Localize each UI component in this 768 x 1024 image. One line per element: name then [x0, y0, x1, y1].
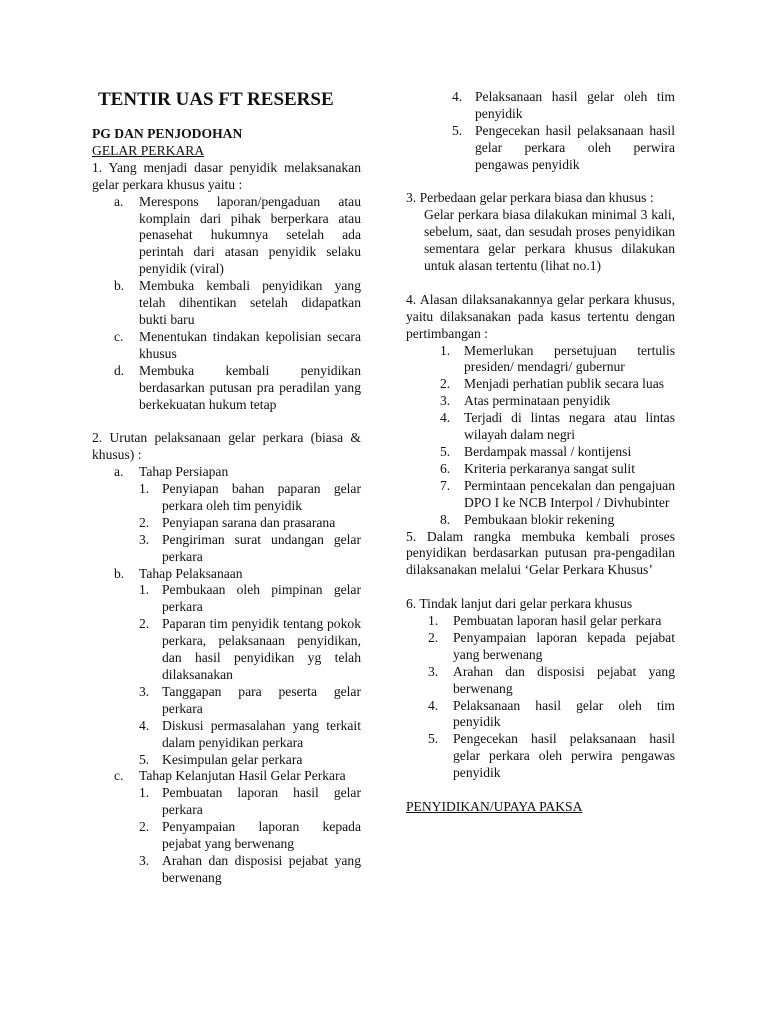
stage-title: Tahap Kelanjutan Hasil Gelar Perkara: [139, 768, 346, 784]
list-item: [440, 461, 675, 478]
list-item: [440, 343, 675, 377]
list-item: [139, 819, 361, 853]
list-marker: c.: [114, 768, 124, 784]
list-item-text: Pengecekan hasil pelaksanaan hasil gelar perkara oleh perwira pengawas penyidik: [475, 122, 675, 172]
list-item: [114, 363, 361, 414]
list-item: [452, 123, 675, 174]
list-marker: 4.: [440, 410, 451, 426]
list-marker: 1.: [139, 785, 150, 801]
list-marker: 1.: [139, 582, 150, 598]
list-marker: 6.: [440, 460, 451, 476]
list-item: [428, 613, 675, 630]
list-item-text: Penyampaian laporan kepada pejabat yang berwenang: [453, 629, 675, 662]
list-marker: 1.: [440, 342, 451, 358]
list-item-text: Menjadi perhatian publik secara luas: [464, 376, 665, 392]
list-marker: 3.: [139, 683, 150, 699]
list-item-text: Merespons laporan/pengaduan atau komplain dari pihak berperkara atau penasehat hukumnya setelah ada perintah dari atasan penyidik selaku penyidik (viral): [139, 193, 361, 277]
list-marker: 1.: [428, 613, 439, 629]
list-item-text: Tanggapan para peserta gelar perkara: [162, 683, 361, 716]
list-item-text: Arahan dan disposisi pejabat yang berwenang: [162, 852, 361, 885]
list-marker: 3.: [428, 663, 439, 679]
stage-b-steps: [139, 582, 361, 768]
list-item-text: Pengiriman surat undangan gelar perkara: [162, 531, 361, 564]
list-marker: 2.: [139, 514, 150, 530]
list-marker: b.: [114, 565, 125, 581]
list-item: [440, 512, 675, 529]
list-item-text: Pelaksanaan hasil gelar oleh tim penyidik: [453, 697, 675, 730]
list-item-text: Menentukan tindakan kepolisian secara khusus: [139, 328, 361, 361]
question-2: 2. Urutan pelaksanaan gelar perkara (biasa & khusus) :: [92, 430, 361, 463]
list-marker: 2.: [139, 616, 150, 632]
next-section-heading: PENYIDIKAN/UPAYA PAKSA: [406, 799, 583, 814]
list-marker: c.: [114, 328, 124, 344]
list-item-text: Pembukaan oleh pimpinan gelar perkara: [162, 582, 361, 615]
list-item-text: Pembukaan blokir rekening: [464, 511, 615, 527]
stage-c-steps: [139, 785, 361, 886]
q1-list: [114, 194, 361, 414]
q2-continued-list: [452, 89, 675, 174]
section-heading: PG DAN PENJODOHAN: [92, 126, 243, 141]
list-marker: 2.: [440, 376, 451, 392]
list-item: [114, 329, 361, 363]
list-item: [428, 664, 675, 698]
right-column: [406, 89, 675, 816]
question-1: 1. Yang menjadi dasar penyidik melaksanakan gelar perkara khusus yaitu :: [92, 159, 361, 192]
list-marker: 5.: [428, 731, 439, 747]
list-item: [428, 698, 675, 732]
stage-item: [114, 768, 361, 785]
list-marker: 8.: [440, 511, 451, 527]
list-item-text: Penyampaian laporan kepada pejabat yang berwenang: [162, 819, 361, 852]
list-marker: 3.: [139, 531, 150, 547]
list-item-text: Paparan tim penyidik tentang pokok perkara, pelaksanaan penyidikan, dan hasil penyidikan yg telah dilaksanakan: [162, 616, 361, 682]
document-title: TENTIR UAS FT RESERSE: [98, 89, 334, 110]
q2-list: [114, 464, 361, 887]
list-item: [440, 376, 675, 393]
list-marker: 2.: [428, 629, 439, 645]
list-marker: 5.: [440, 444, 451, 459]
list-marker: 4.: [139, 717, 150, 733]
question-6: 6. Tindak lanjut dari gelar perkara khusus: [406, 596, 633, 612]
list-marker: 4.: [428, 697, 439, 713]
list-item-text: Memerlukan persetujuan tertulis presiden/ mendagri/ gubernur: [464, 342, 675, 375]
list-marker: 3.: [139, 852, 150, 868]
list-marker: b.: [114, 278, 125, 294]
question-3-answer: Gelar perkara biasa dilakukan minimal 3 kali, sebelum, saat, dan sesudah proses penyidikan sementara gelar perkara khusus dilakukan untuk alasan tertentu (lihat no.1): [424, 207, 675, 274]
stage-item: [114, 464, 361, 481]
list-item-text: Membuka kembali penyidikan berdasarkan putusan pra peradilan yang berkekuatan hukum tetap: [139, 362, 361, 412]
list-item-text: Diskusi permasalahan yang terkait dalam penyidikan perkara: [162, 717, 361, 750]
list-item-text: Pengecekan hasil pelaksanaan hasil gelar perkara oleh perwira pengawas penyidik: [453, 731, 675, 781]
list-item: [139, 785, 361, 819]
list-item-text: Pembuatan laporan hasil gelar perkara: [453, 613, 662, 629]
subsection-heading: GELAR PERKARA: [92, 142, 205, 158]
list-item: [452, 89, 675, 123]
stage-a-steps: [139, 481, 361, 566]
list-item-text: Penyiapan bahan paparan gelar perkara oleh tim penyidik: [162, 481, 361, 513]
list-marker: a.: [114, 193, 124, 209]
list-item-text: Kesimpulan gelar perkara: [162, 751, 303, 767]
list-item-text: Kriteria perkaranya sangat sulit: [464, 460, 635, 476]
list-marker: 5.: [139, 751, 150, 767]
list-item-text: Penyiapan sarana dan prasarana: [162, 514, 336, 530]
list-marker: 7.: [440, 477, 451, 493]
list-item: [139, 853, 361, 887]
list-item-text: Arahan dan disposisi pejabat yang berwenang: [453, 663, 675, 696]
list-item: [440, 393, 675, 410]
list-marker: 1.: [139, 481, 150, 497]
list-item: [139, 718, 361, 752]
q6-list: [428, 613, 675, 782]
list-item: [440, 478, 675, 512]
list-item-text: Membuka kembali penyidikan yang telah dihentikan setelah didapatkan bukti baru: [139, 278, 361, 327]
list-item: [139, 481, 361, 515]
list-item: [139, 684, 361, 718]
list-item: [428, 731, 675, 782]
list-item: [139, 752, 361, 769]
list-item: [114, 194, 361, 279]
list-marker: a.: [114, 464, 124, 480]
q4-list: [440, 343, 675, 529]
question-5: 5. Dalam rangka membuka kembali proses penyidikan berdasarkan putusan pra-pengadilan dilaksanakan melalui ‘Gelar Perkara Khusus’: [406, 528, 675, 578]
list-item-text: Atas perminataan penyidik: [464, 393, 611, 409]
list-marker: 2.: [139, 819, 150, 835]
stage-title: Tahap Persiapan: [139, 464, 229, 480]
list-item: [114, 278, 361, 329]
stage-item: [114, 566, 361, 583]
list-item: [428, 630, 675, 664]
list-item-text: Berdampak massal / kontijensi: [464, 444, 632, 459]
question-4: 4. Alasan dilaksanakannya gelar perkara khusus, yaitu dilaksanakan pada kasus tertentu dengan pertimbangan :: [406, 291, 675, 341]
list-item-text: Permintaan pencekalan dan pengajuan DPO I ke NCB Interpol / Divhubinter: [464, 477, 675, 510]
list-marker: d.: [114, 362, 125, 378]
list-item-text: Pembuatan laporan hasil gelar perkara: [162, 785, 361, 818]
list-item: [139, 515, 361, 532]
list-item: [440, 410, 675, 444]
list-item: [139, 616, 361, 684]
list-marker: 4.: [452, 89, 463, 104]
list-item: [139, 532, 361, 566]
list-marker: 3.: [440, 393, 451, 409]
stage-title: Tahap Pelaksanaan: [139, 565, 243, 581]
list-marker: 5.: [452, 122, 463, 138]
list-item-text: Pelaksanaan hasil gelar oleh tim penyidik: [475, 89, 675, 121]
question-3: 3. Perbedaan gelar perkara biasa dan khusus :: [406, 190, 654, 206]
left-column: [92, 126, 361, 887]
list-item: [440, 444, 675, 461]
list-item: [139, 582, 361, 616]
list-item-text: Terjadi di lintas negara atau lintas wilayah dalam negri: [464, 410, 675, 443]
